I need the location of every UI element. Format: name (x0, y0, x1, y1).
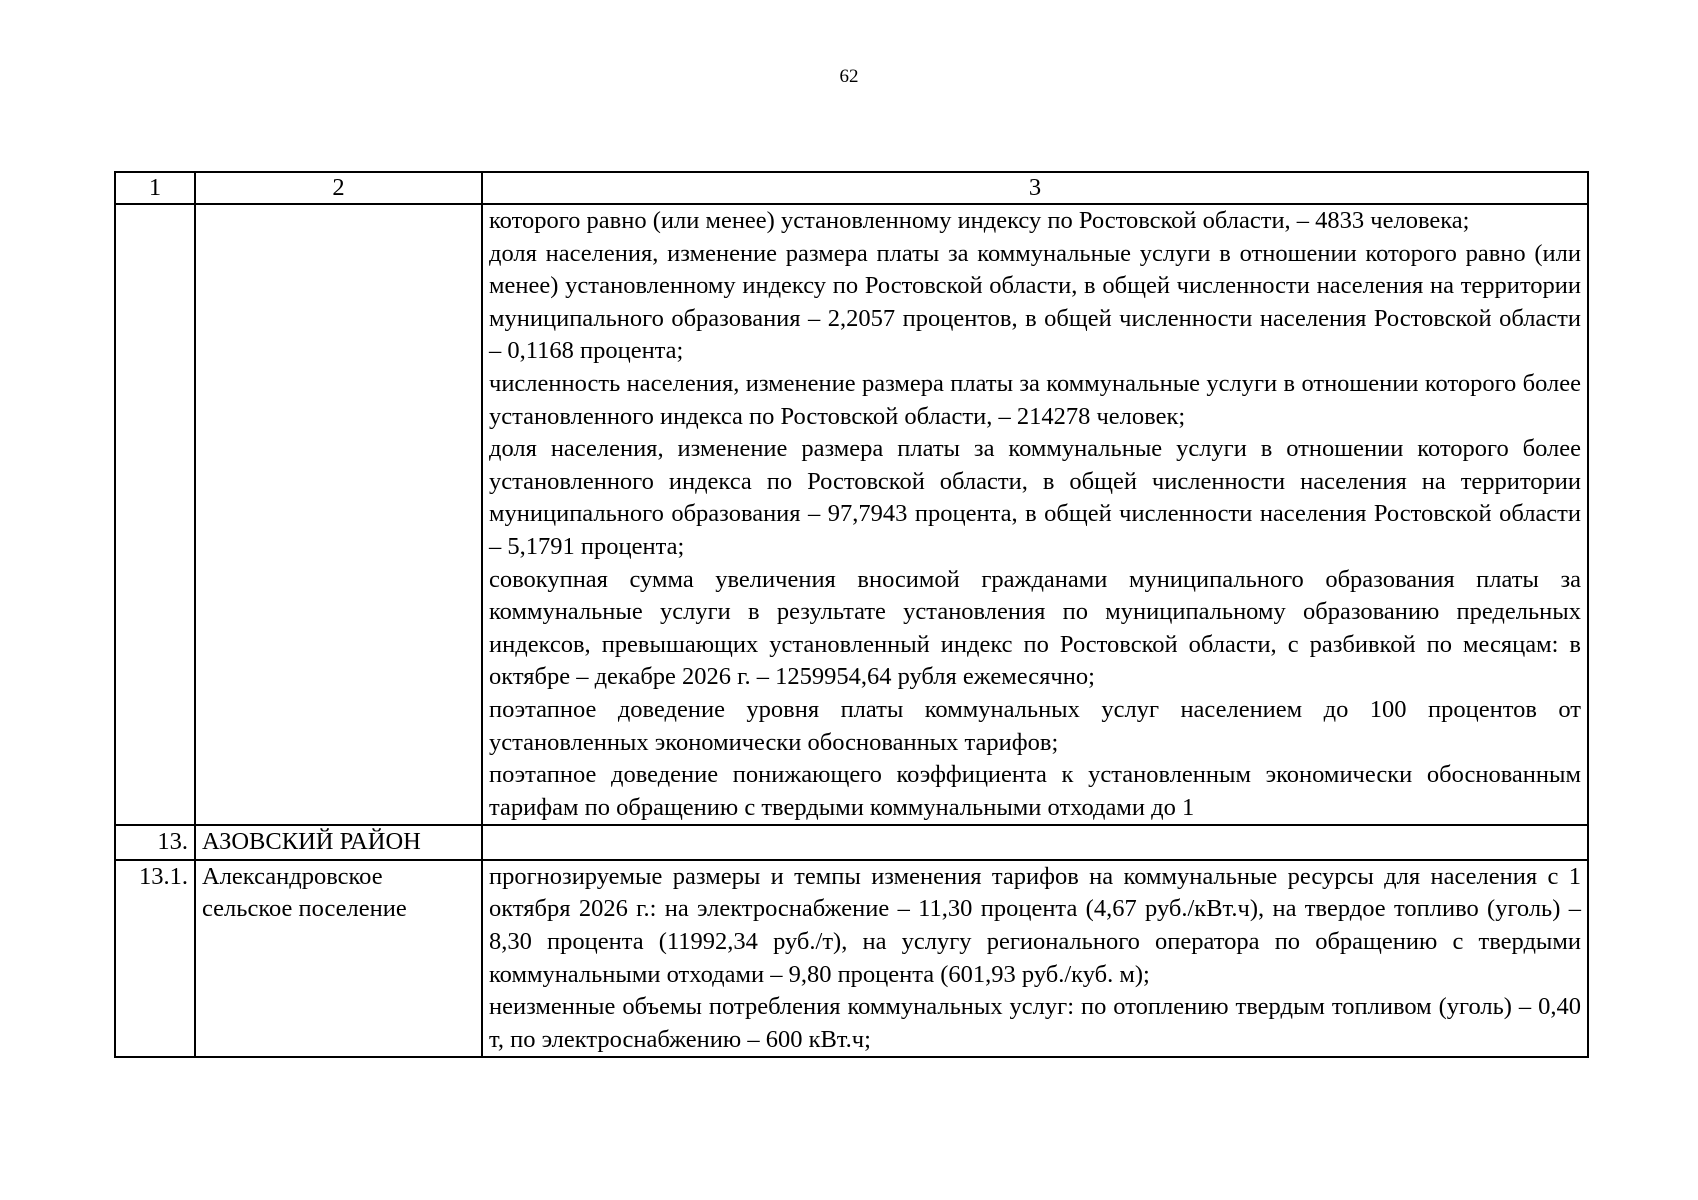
page-number: 62 (839, 66, 859, 87)
content-paragraph: поэтапное доведение уровня платы коммунальных услуг населением до 100 процентов от установленных экономически обоснованных тарифов; (489, 695, 1581, 756)
row-name-cell (195, 204, 482, 825)
row-number-cell (115, 204, 195, 825)
header-cell-3: 3 (482, 172, 1588, 204)
table-row-district (115, 825, 1588, 860)
content-paragraph: совокупная сумма увеличения вносимой гражданами муниципального образования платы за коммунальные услуги в результате установления по муниципальному образованию предельных индексов, превышающих установленный индекс по Ростовской области, с разбивкой по месяцам: в октябре – декабре 2026 г. – 1259954,64 рубля ежемесячно; (489, 565, 1581, 691)
settlement-content-cell (482, 860, 1588, 1058)
table-row-continuation (115, 204, 1588, 825)
content-paragraph: неизменные объемы потребления коммунальных услуг: по отоплению твердым топливом (уголь) – 0,40 т, по электроснабжению – 600 кВт.ч; (489, 993, 1581, 1053)
content-paragraph: которого равно (или менее) установленному индексу по Ростовской области, – 4833 человека; (489, 207, 1470, 234)
header-cell-2: 2 (195, 172, 482, 204)
row-content-cell (482, 204, 1588, 825)
content-paragraph: численность населения, изменение размера платы за коммунальные услуги в отношении которого более установленного индекса по Ростовской области, – 214278 человек; (489, 369, 1581, 430)
header-cell-1: 1 (115, 172, 195, 204)
content-paragraph: поэтапное доведение понижающего коэффициента к установленным экономически обоснованным тарифам по обращению с твердыми коммунальными отходами до 1 (489, 761, 1581, 821)
content-paragraph: доля населения, изменение размера платы за коммунальные услуги в отношении которого более установленного индекса по Ростовской области, в общей численности населения на территории муниципального образования – 97,7943 процента, в общей численности населения Ростовской области – 5,1791 процента; (489, 435, 1581, 560)
district-name: АЗОВСКИЙ РАЙОН (195, 825, 482, 860)
settlement-name: Александровское сельское поселение (195, 860, 482, 1058)
district-content (482, 825, 1588, 860)
table-row-settlement (115, 860, 1588, 1058)
district-number: 13. (115, 825, 195, 860)
settlement-number: 13.1. (115, 860, 195, 1058)
table-header-row (115, 172, 1588, 204)
indicators-table (114, 171, 1589, 1058)
content-paragraph: доля населения, изменение размера платы за коммунальные услуги в отношении которого равно (или менее) установленному индексу по Ростовской области, в общей численности населения на территории муниципального образования – 2,2057 процентов, в общей численности населения Ростовской области – 0,1168 процента; (489, 239, 1581, 365)
content-paragraph: прогнозируемые размеры и темпы изменения тарифов на коммунальные ресурсы для населения с 1 октября 2026 г.: на электроснабжение – 11,30 процента (4,67 руб./кВт.ч), на твердое топливо (уголь) – 8,30 процента (11992,34 руб./т), на услугу регионального оператора по обращению с твердыми коммунальными отходами – 9,80 процента (601,93 руб./куб. м); (489, 862, 1581, 988)
